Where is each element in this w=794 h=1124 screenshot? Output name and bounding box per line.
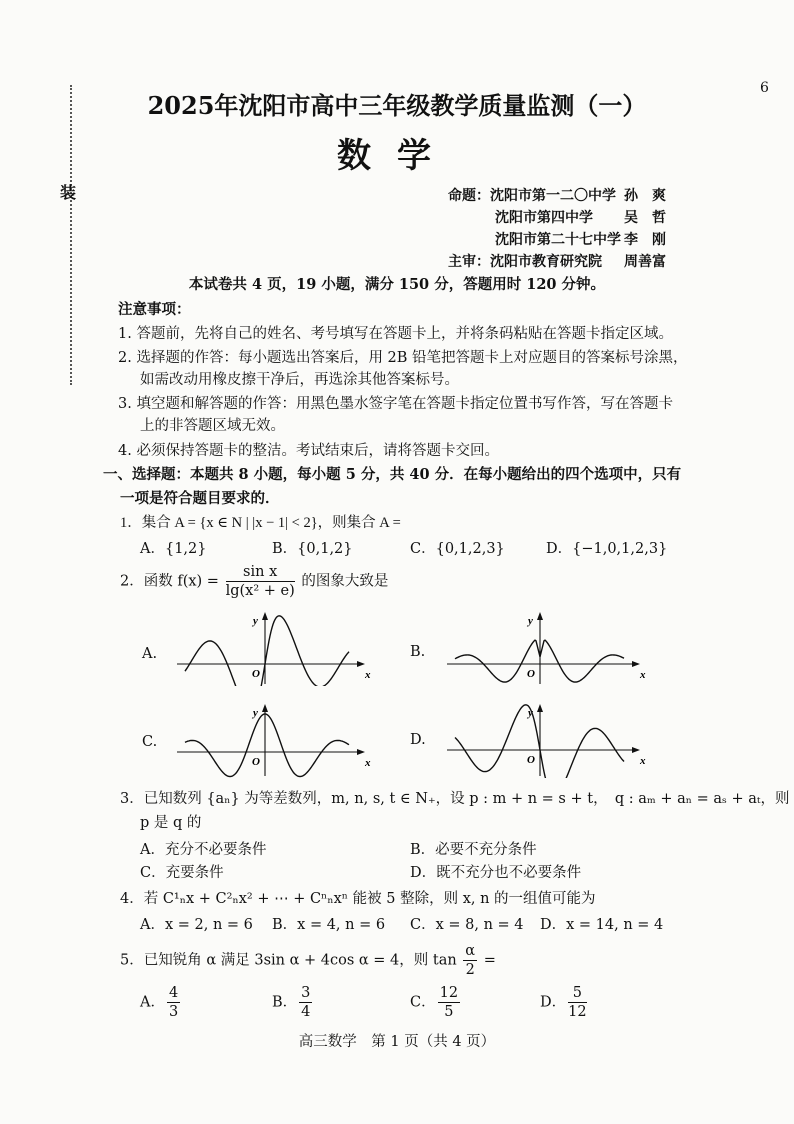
q3-option-d: D．既不充分也不必要条件: [410, 865, 582, 881]
author-row: 主审：沈阳市教育研究院 周善富: [448, 254, 666, 270]
author-row: 沈阳市第四中学 吴 哲: [495, 210, 666, 226]
q3-option-c: C．充要条件: [140, 865, 224, 881]
note-item: 1. 答题前，先将自己的姓名、考号填写在答题卡上，并将条码粘贴在答题卡指定区域。: [118, 326, 673, 342]
q5-option-d: D． $\frac{5}{12}$: [540, 985, 587, 1020]
y-axis-arrow: [537, 612, 543, 620]
q1-option-d: D．{−1,0,1,2,3}: [546, 541, 668, 557]
q2-graph-d[interactable]: [435, 702, 650, 778]
y-axis-label: y: [528, 707, 533, 719]
q5-option-a: A． $\frac{4}{3}$: [140, 985, 179, 1020]
subject-title: 数学: [337, 136, 457, 176]
q4-option-c: C．x = 8, n = 4: [410, 917, 524, 933]
origin-label: O: [527, 754, 535, 766]
question-4-stem: 4．若 C¹ₙx + C²ₙx² + ⋯ + Cⁿₙxⁿ 能被 5 整除，则 x, n 的一组值可能为: [120, 891, 596, 907]
q5-half-angle: $\frac{\alpha}{2}$: [465, 943, 476, 978]
q5-option-b: B． $\frac{3}{4}$: [272, 985, 311, 1020]
function-curve: [185, 616, 349, 686]
q2-option-a-label: A.: [142, 646, 158, 662]
y-axis-label: y: [253, 707, 258, 719]
q3-option-a: A．充分不必要条件: [140, 842, 267, 858]
q2-graph-a[interactable]: [165, 610, 375, 686]
notes-heading: 注意事项：: [118, 301, 191, 318]
x-axis-arrow: [632, 747, 640, 753]
y-axis-arrow: [537, 704, 543, 712]
q1-option-b: B．{0,1,2}: [272, 541, 353, 557]
binding-mark: 装: [60, 183, 77, 202]
y-axis-arrow: [262, 704, 268, 712]
section-heading: 一项是符合题目要求的．: [120, 490, 280, 507]
q2-graph-c[interactable]: [165, 702, 375, 778]
x-axis-label: x: [365, 757, 371, 769]
origin-label: O: [527, 668, 535, 680]
question-1-stem: 1．集合 A = {x ∈ N | |x − 1| < 2}，则集合 A =: [120, 515, 401, 531]
q1-option-a: A．{1,2}: [140, 541, 207, 557]
q2-option-b-label: B.: [410, 644, 426, 660]
y-axis-label: y: [253, 615, 258, 627]
question-3-stem: 3．已知数列 {aₙ} 为等差数列，m, n, s, t ∈ N₊，设 p : m + n = s + t， q : aₘ + aₙ = aₛ + aₜ，则: [120, 791, 790, 807]
x-axis-arrow: [632, 661, 640, 667]
x-axis-label: x: [640, 755, 646, 767]
q2-fraction: $\frac{\text{sin x}}{\text{lg(x² + e)}}$: [225, 564, 295, 599]
function-curve: [185, 714, 349, 777]
q2-option-c-label: C.: [142, 734, 158, 750]
page-title: 2025年沈阳市高中三年级教学质量监测（一）: [147, 91, 647, 120]
q4-option-b: B．x = 4, n = 6: [272, 917, 386, 933]
origin-label: O: [252, 668, 260, 680]
note-item: 上的非答题区域无效。: [140, 418, 285, 434]
y-axis-arrow: [262, 612, 268, 620]
note-item: 4. 必须保持答题卡的整洁。考试结束后，请将答题卡交回。: [118, 443, 499, 459]
x-axis-label: x: [365, 669, 371, 681]
exam-summary: 本试卷共 4 页，19 小题，满分 150 分，答题用时 120 分钟。: [188, 276, 606, 293]
note-item: 如需改动用橡皮擦干净后，再选涂其他答案标号。: [140, 372, 459, 388]
question-2-stem: 2．函数 f(x) = $\frac{\text{sin x}}{\text{lg(x² + e)}}$ 的图象大致是: [120, 564, 389, 599]
author-row: 沈阳市第二十七中学 李 刚: [495, 232, 666, 248]
x-axis-arrow: [357, 661, 365, 667]
q3-option-b: B．必要不充分条件: [410, 842, 537, 858]
x-axis-arrow: [357, 749, 365, 755]
question-5-stem: 5．已知锐角 α 满足 3sin α + 4cos α = 4，则 tan $\frac{\alpha}{2}$ =: [120, 943, 496, 978]
x-axis-label: x: [640, 669, 646, 681]
q4-option-a: A．x = 2, n = 6: [140, 917, 253, 933]
q4-option-d: D．x = 14, n = 4: [540, 917, 664, 933]
q2-graph-b[interactable]: [435, 610, 650, 686]
q2-option-d-label: D.: [410, 732, 426, 748]
author-row: 命题：沈阳市第一二〇中学 孙 爽: [448, 188, 666, 204]
y-axis-label: y: [528, 615, 533, 627]
page-footer: 高三数学 第 1 页（共 4 页）: [298, 1034, 496, 1050]
corner-mark: 6: [760, 80, 769, 96]
q1-option-c: C．{0,1,2,3}: [410, 541, 505, 557]
section-heading: 一、选择题：本题共 8 小题，每小题 5 分，共 40 分．在每小题给出的四个选项中，只有: [103, 466, 682, 483]
question-3-stem-cont: p 是 q 的: [140, 815, 202, 831]
origin-label: O: [252, 756, 260, 768]
q5-option-c: C． $\frac{12}{5}$: [410, 985, 459, 1020]
note-item: 2. 选择题的作答：每小题选出答案后，用 2B 铅笔把答题卡上对应题目的答案标号涂黑，: [118, 350, 688, 366]
note-item: 3. 填空题和解答题的作答：用黑色墨水签字笔在答题卡指定位置书写作答，写在答题卡: [118, 396, 673, 412]
